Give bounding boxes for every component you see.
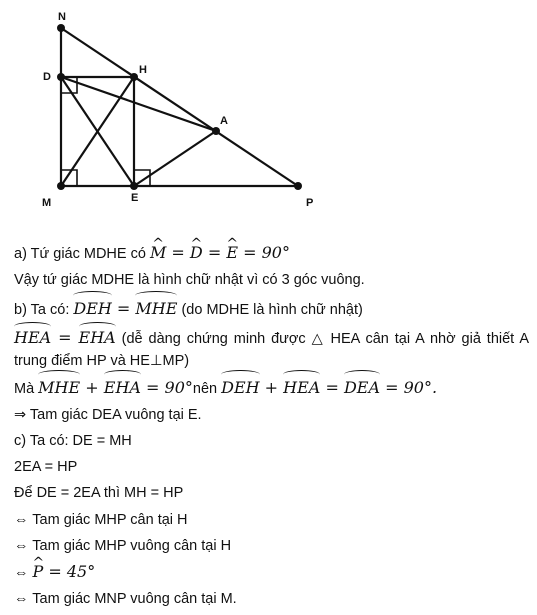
line-c5: ⇔ Tam giác MHP vuông cân tại H [14, 537, 232, 554]
point-D [57, 73, 65, 81]
line-c3: Để DE = 2EA thì MH = HP [14, 485, 184, 502]
solution-text [14, 240, 529, 612]
label-M: M [42, 197, 52, 209]
segment-NP [61, 28, 298, 186]
point-N [57, 24, 65, 32]
line-c1: c) Ta có: DE = MH [14, 433, 132, 450]
line-b1: b) Ta có: DEH = MHE (do MDHE là hình chữ nhật) [14, 293, 529, 323]
line-c7: ⇔ Tam giác MNP vuông cân tại M. [14, 591, 237, 608]
segment-DA [61, 77, 216, 131]
point-M [57, 182, 65, 190]
angle-P: ^ P [33, 559, 44, 585]
label-D: D [43, 71, 51, 83]
angle-DEH: DEH [73, 293, 111, 322]
line-c2: 2EA = HP [14, 459, 78, 476]
label-N: N [58, 11, 66, 23]
line-c6: ⇔ ^ P = 45° [14, 559, 529, 586]
line-b2: HEA = EHA (dễ dàng chứng minh được △ HEA cân tại A nhờ giả thiết A trung điểm HP và HE⊥MP) [14, 324, 529, 372]
geometry-figure [0, 0, 537, 232]
line-c4: ⇔ Tam giác MHP cân tại H [14, 511, 188, 528]
angle-HEA: HEA [14, 324, 51, 349]
point-H [130, 73, 138, 81]
angle-EHA: EHA [79, 324, 116, 349]
angle-MHE: MHE [135, 293, 177, 322]
label-A: A [220, 115, 228, 127]
segment-EA [134, 131, 216, 186]
point-E [130, 182, 138, 190]
angle-D: ^ D [190, 240, 203, 266]
label-H: H [139, 64, 147, 76]
point-A [212, 127, 220, 135]
line-a2: Vậy tứ giác MDHE là hình chữ nhật vì có 3 góc vuông. [14, 272, 365, 289]
label-P: P [306, 197, 314, 209]
angle-E: ^ E [226, 240, 238, 266]
point-P [294, 182, 302, 190]
line-b3: Mà MHE + EHA = 90°nên DEH + HEA = DEA = 90°. [14, 372, 529, 402]
angle-M: ^ M [150, 240, 166, 266]
label-E: E [131, 192, 139, 204]
line-a1: a) Tứ giác MDHE có ^ M = ^ D = ^ E = 90° [14, 240, 529, 267]
line-b4: ⇒ Tam giác DEA vuông tại E. [14, 406, 202, 423]
